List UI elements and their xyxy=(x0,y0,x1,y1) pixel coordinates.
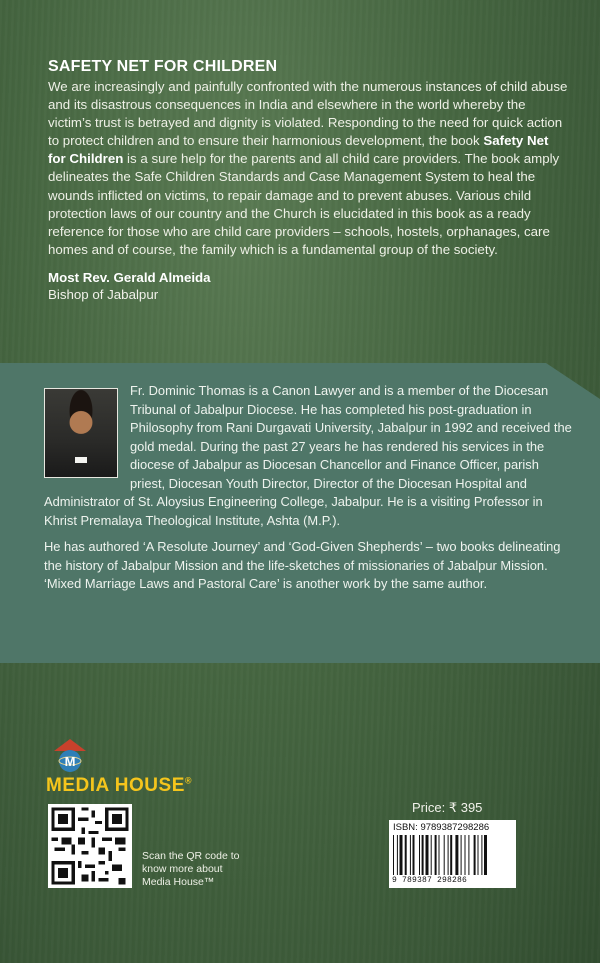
blurb-text-part1: We are increasingly and painfully confronted with the numerous instances of child abuse and its disastrous consequences in India and elsewhere in the world whereby the victim’s trust is betrayed and dignity is violated. Responding to the need for quick action to protect children and to ensure their harmonious development, the book xyxy=(48,79,568,149)
isbn-barcode xyxy=(389,820,516,888)
signature xyxy=(48,269,568,303)
publisher-name: MEDIA HOUSE® xyxy=(46,775,193,796)
author-works: He has authored ‘A Resolute Journey’ and ‘God-Given Shepherds’ – two books delineating the history of Jabalpur Mission and the life-sketches of missionaries of Jabalpur Mission. ‘Mixed Marriage Laws and Pastoral Care’ is another work by the same author. xyxy=(44,539,561,591)
book-title-heading: SAFETY NET FOR CHILDREN xyxy=(48,58,278,75)
author-photo xyxy=(44,388,118,478)
isbn-label: ISBN: 9789387298286 xyxy=(393,822,490,833)
blurb-text xyxy=(48,78,568,259)
blurb-book-title: Safety Net for Children xyxy=(48,133,549,167)
blurb-section xyxy=(48,58,568,303)
qr-caption: Scan the QR code to know more about Media House™ xyxy=(142,850,240,888)
signatory-title: Bishop of Jabalpur xyxy=(48,286,159,302)
isbn-digits: 9 789387 298286 xyxy=(392,876,468,885)
svg-text:M: M xyxy=(64,754,76,769)
price-label: Price: ₹ 395 xyxy=(412,800,483,815)
qr-code xyxy=(48,804,132,888)
signatory-name: Most Rev. Gerald Almeida xyxy=(48,269,211,285)
media-house-emblem-icon xyxy=(50,735,90,775)
author-section xyxy=(44,382,574,602)
barcode-bars xyxy=(393,835,512,875)
author-bio: Fr. Dominic Thomas is a Canon Lawyer and is a member of the Diocesan Tribunal of Jabalpur Diocese. He has completed his post-graduation in Philosophy from Rani Durgavati University, Jabalpur in 1992 and received the gold medal. During the past 27 years he has rendered his services in the diocese of Jabalpur as Diocesan Chancellor and Finance Officer, parish priest, Diocesan Youth Director, Director of the Diocesan Hospital and Administrator of St. Aloysius Engineering College, Jabalpur. He is a visiting Professor in Khrist Premalaya Theological Institute, Ashta (M.P.). xyxy=(44,383,572,528)
blurb-text-part2: is a sure help for the parents and all child care providers. The book amply delineates the Safe Children Standards and Case Management System to heal the wounds inflicted on victims, to repair damage and to prevent abuses. Various child protection laws of our country and the Church is elucidated in this book as a ready reference for those who are child care providers – schools, hostels, orphanages, care homes and of course, the family which is a fundamental group of the society. xyxy=(48,151,560,257)
